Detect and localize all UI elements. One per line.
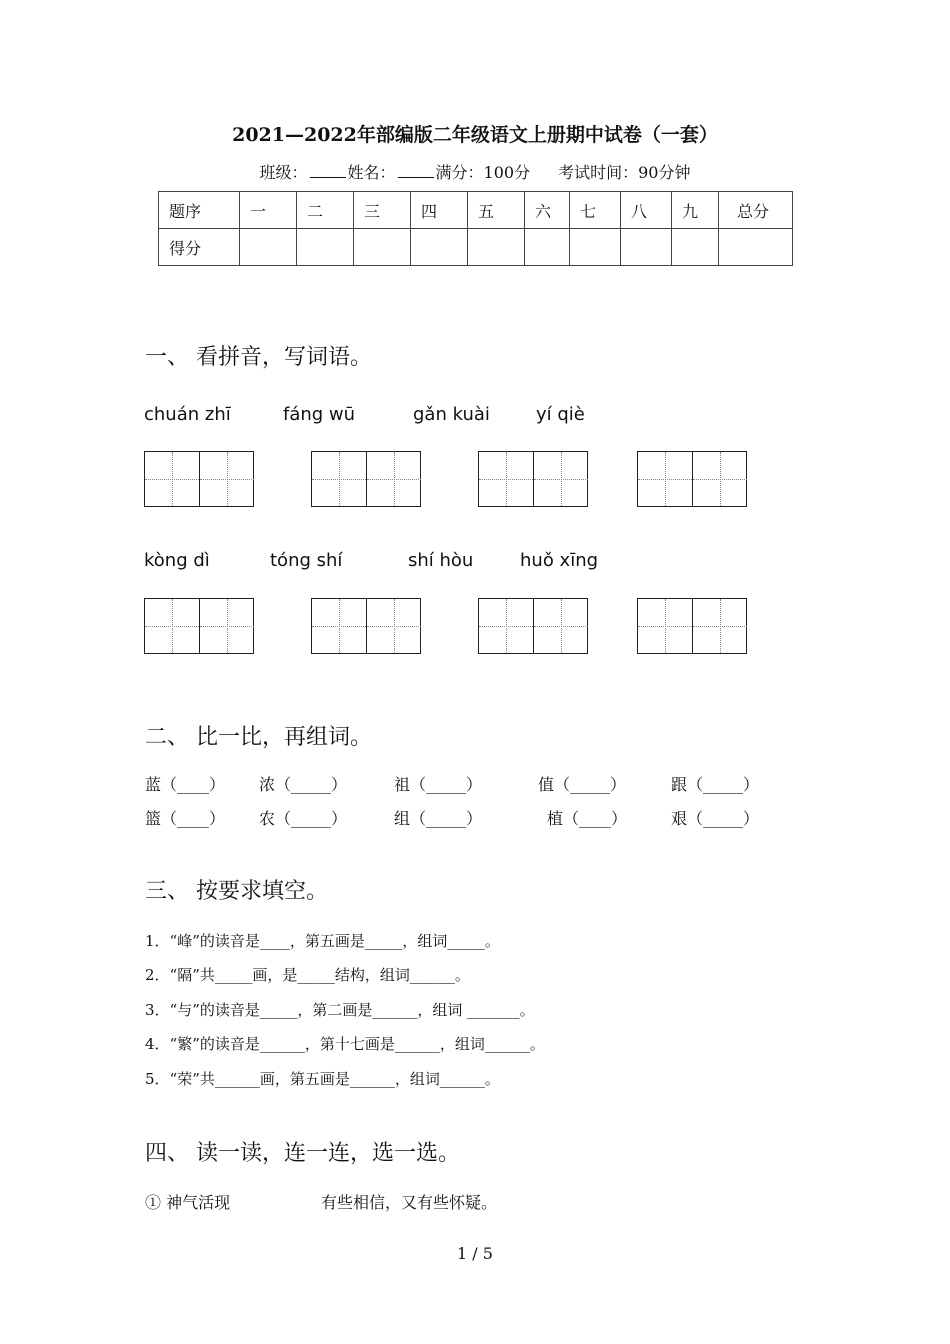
page-number: 1 / 5 [457,1244,493,1263]
compare-item: 艰（_____） [671,809,760,828]
score-cell[interactable] [468,229,525,266]
compare-item: 组（_____） [394,809,483,828]
score-col-8: 八 [621,192,672,229]
score-col-2: 二 [297,192,354,229]
score-cell[interactable] [354,229,411,266]
score-table [158,191,793,266]
pinyin-label: gǎn kuài [413,404,490,425]
compare-item: 植（____） [547,809,628,828]
score-table-row-label: 题序 [159,192,240,229]
score-col-4: 四 [411,192,468,229]
exam-time: 考试时间：90分钟 [558,163,691,182]
full-score: 满分：100分 [435,163,531,182]
score-col-total: 总分 [719,192,793,229]
score-col-3: 三 [354,192,411,229]
score-row-label: 得分 [159,229,240,266]
pinyin-label: huǒ xīng [520,550,599,571]
name-blank [398,163,434,178]
fill-item: 2．“隔”共_____画，是_____结构，组词______。 [145,966,470,984]
fill-item: 5．“荣”共______画，第五画是______，组词______。 [145,1070,500,1088]
score-cell[interactable] [411,229,468,266]
score-cell[interactable] [297,229,354,266]
writing-grid[interactable] [637,451,747,507]
compare-item: 祖（_____） [394,775,483,794]
name-label: 姓名： [347,163,396,182]
pinyin-label: fáng wū [283,404,356,425]
writing-grid[interactable] [637,598,747,654]
writing-grid[interactable] [311,598,421,654]
idiom-meaning: 有些相信，又有些怀疑。 [321,1193,498,1212]
score-cell[interactable] [672,229,719,266]
compare-item: 浓（_____） [259,775,348,794]
compare-item: 农（_____） [259,809,348,828]
class-label: 班级： [259,163,308,182]
fill-item: 1．“峰”的读音是____，第五画是_____，组词_____。 [145,932,500,950]
writing-grid[interactable] [311,451,421,507]
writing-grid[interactable] [478,598,588,654]
score-col-7: 七 [570,192,621,229]
score-cell[interactable] [240,229,297,266]
writing-grid[interactable] [144,598,254,654]
pinyin-label: chuán zhī [144,404,231,425]
score-cell[interactable] [719,229,793,266]
score-cell[interactable] [570,229,621,266]
exam-info-line [0,160,950,183]
compare-item: 篮（____） [145,809,226,828]
score-cell[interactable] [525,229,570,266]
page-title: 2021—2022年部编版二年级语文上册期中试卷（一套） [232,124,718,146]
class-blank [310,163,346,178]
compare-item: 蓝（____） [145,775,226,794]
section3-heading: 三、 按要求填空。 [145,879,328,904]
pinyin-label: tóng shí [270,550,343,571]
score-col-9: 九 [672,192,719,229]
score-table-score-row [159,229,793,266]
score-col-5: 五 [468,192,525,229]
fill-item: 4．“繁”的读音是______，第十七画是______，组词______。 [145,1035,545,1053]
pinyin-label: kòng dì [144,550,210,571]
section2-heading: 二、 比一比，再组词。 [145,725,372,750]
score-col-1: 一 [240,192,297,229]
section4-heading: 四、 读一读，连一连，选一选。 [145,1141,460,1166]
writing-grid[interactable] [478,451,588,507]
score-col-6: 六 [525,192,570,229]
pinyin-label: yí qiè [536,404,585,425]
idiom-item: ① 神气活现 [145,1193,231,1212]
section1-heading: 一、 看拼音，写词语。 [145,345,372,370]
compare-item: 值（_____） [538,775,627,794]
compare-item: 跟（_____） [671,775,760,794]
writing-grid[interactable] [144,451,254,507]
score-table-header-row [159,192,793,229]
fill-item: 3．“与”的读音是_____，第二画是______，组词 _______。 [145,1001,535,1019]
pinyin-label: shí hòu [408,550,474,571]
score-cell[interactable] [621,229,672,266]
